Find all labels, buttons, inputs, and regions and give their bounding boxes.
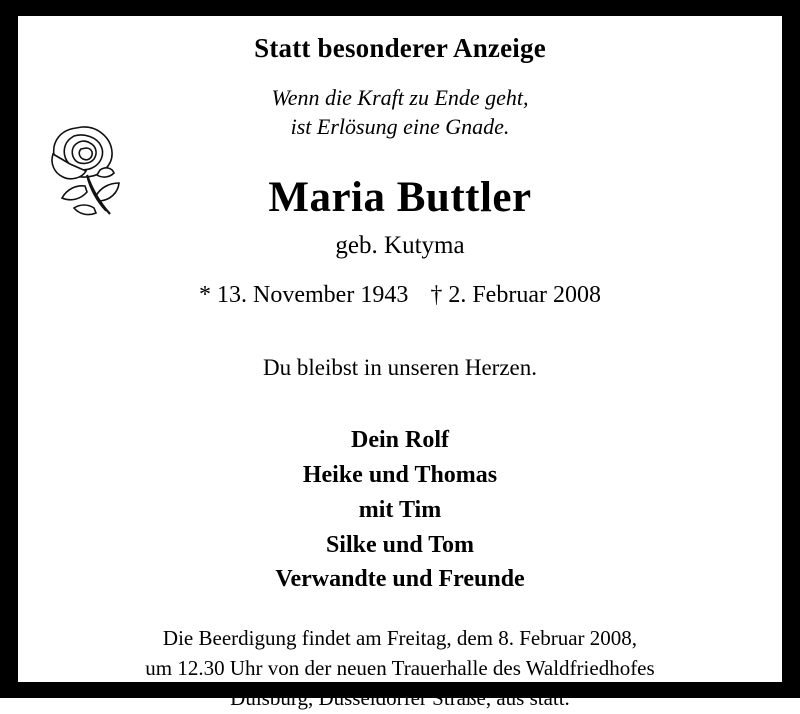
life-dates <box>18 281 782 310</box>
deceased-name: Maria Buttler <box>268 174 532 222</box>
maiden-name: geb. Kutyma <box>335 231 465 259</box>
verse-line-1: Wenn die Kraft zu Ende geht, <box>271 85 529 111</box>
birth-date: * 13. November 1943 <box>199 281 409 308</box>
memorial-line: Du bleibst in unseren Herzen. <box>262 354 537 380</box>
obituary-inner <box>18 16 782 710</box>
funeral-line-1: Die Beerdigung findet am Freitag, dem 8. Februar 2008, <box>162 626 638 651</box>
funeral-line-2: um 12.30 Uhr von der neuen Trauerhalle des Waldfriedhofes <box>145 655 655 680</box>
rose-icon <box>40 116 140 226</box>
mourner-line: mit Tim <box>358 496 442 523</box>
mourner-line: Heike und Thomas <box>302 461 498 488</box>
mourner-line: Dein Rolf <box>351 427 449 454</box>
funeral-line-3: Duisburg, Düsseldorfer Straße, aus statt. <box>230 685 570 710</box>
funeral-details <box>18 624 782 713</box>
mourners-list <box>18 423 782 597</box>
headline: Statt besonderer Anzeige <box>254 33 546 63</box>
mourner-line: Verwandte und Freunde <box>275 566 525 593</box>
death-date: † 2. Februar 2008 <box>430 281 601 308</box>
verse-line-2: ist Erlösung eine Gnade. <box>290 114 510 140</box>
mourner-line: Silke und Tom <box>325 531 475 558</box>
